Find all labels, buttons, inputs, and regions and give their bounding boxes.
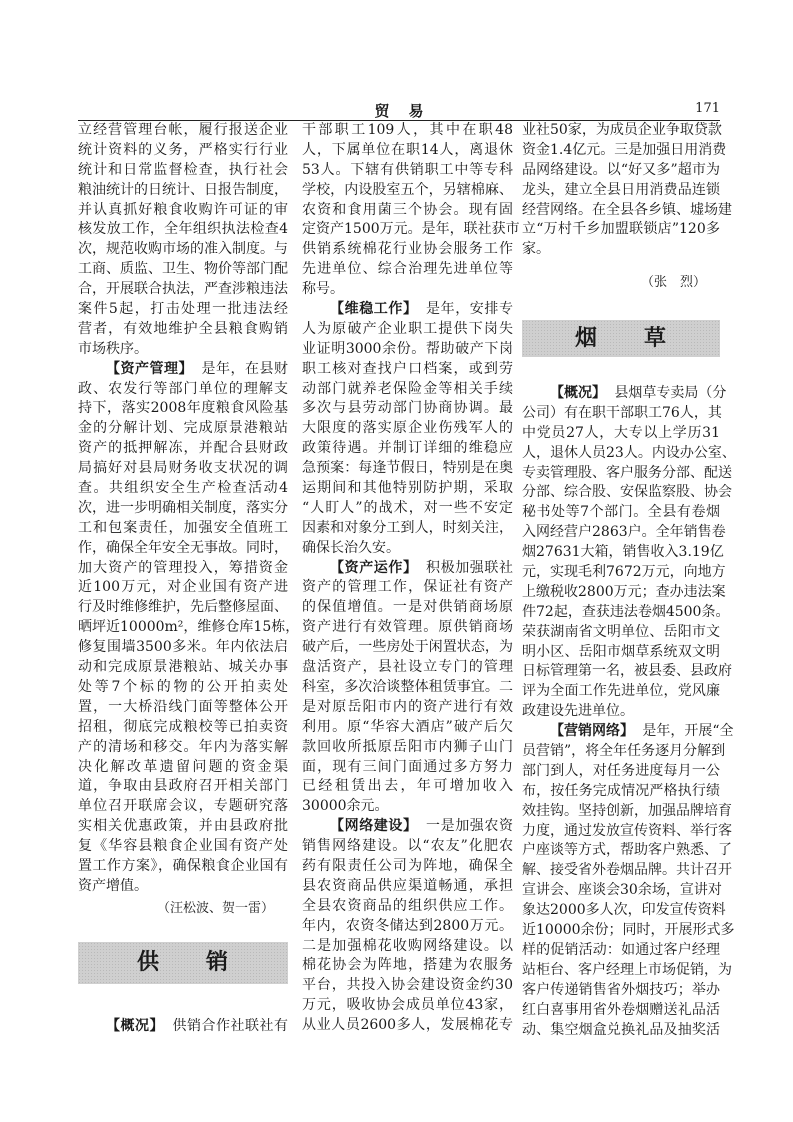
text-line <box>78 161 288 181</box>
text-line <box>522 424 720 444</box>
line-text: 盘活资产，县社设立专门的管理 <box>302 659 513 676</box>
line-text: 确保长治久安。 <box>302 539 400 556</box>
text-line <box>78 718 288 738</box>
text-line <box>522 464 732 484</box>
section-paragraph <box>522 384 736 722</box>
text-line <box>302 678 513 698</box>
line-text: 户座谈等方式，帮助客户熟悉、了 <box>522 842 732 859</box>
line-text: 是年，安排专 <box>426 301 514 318</box>
line-text: 人，下属单位在职14人，离退休 <box>302 141 513 158</box>
text-line <box>78 877 288 897</box>
line-text: 科室，多次洽谈整体租赁事宜。二 <box>302 678 513 695</box>
text-line <box>302 360 513 380</box>
line-text: 业社50家，为成员企业争取贷款 <box>522 122 722 138</box>
text-line <box>302 578 513 598</box>
line-text: 分部、综合股、安保监察股、协会 <box>522 484 732 501</box>
line-text: 供销系统棉花行业协会服务工作 <box>302 241 513 258</box>
text-line <box>302 877 513 897</box>
line-text: 案件5起，打击处理一批违法经 <box>78 301 288 318</box>
line-text: 行及时维修维护，先后整修屋面、 <box>78 599 288 616</box>
text-line <box>522 240 720 260</box>
text-line <box>302 280 513 300</box>
author-credit: （汪松波、贺一雷） <box>156 901 274 916</box>
line-text: 资产增值。 <box>78 877 148 894</box>
text-line <box>522 762 720 782</box>
section-paragraph <box>302 300 513 559</box>
line-text: 人，退休人员23人。内设办公室、 <box>522 444 736 461</box>
line-text: 县农资商品供应渠道畅通，承担 <box>302 877 513 894</box>
text-line <box>78 499 288 519</box>
text-line <box>78 539 288 559</box>
line-text: 查。共组织安全生产检查活动4 <box>78 480 288 497</box>
paragraph-heading: 【资产管理】 <box>106 360 194 377</box>
text-line <box>522 583 726 603</box>
line-text: 平台，共投入协会建设资金约30 <box>302 977 513 994</box>
text-line <box>78 459 288 479</box>
text-line <box>302 758 513 778</box>
text-line <box>302 459 513 479</box>
line-text: 修复围墙3500多米。年内依法启 <box>78 639 288 656</box>
section-paragraph <box>78 1017 288 1037</box>
text-line <box>302 559 513 579</box>
line-text: 销售网络建设。以“农友”化肥农 <box>302 838 513 855</box>
text-line <box>522 961 732 981</box>
text-line <box>522 483 732 503</box>
line-text: 政策待遇。并制订详细的维稳应 <box>302 440 513 457</box>
text-line <box>78 479 288 499</box>
line-text: 利用。原“华容大酒店”破产后欠 <box>302 718 513 735</box>
line-text: 处等7个标的物的公开拍卖处 <box>78 678 288 695</box>
text-line <box>78 598 288 618</box>
line-text: 全县农资商品的组织供应工作。 <box>302 897 513 914</box>
text-line <box>522 981 720 1001</box>
text-line <box>78 439 288 459</box>
line-text: 次，规范收购市场的准入制度。与 <box>78 241 288 258</box>
text-line <box>302 539 513 559</box>
line-text: 供销合作社联社有 <box>172 1018 289 1034</box>
text-line <box>522 201 732 221</box>
paragraph <box>302 121 520 300</box>
text-line <box>522 921 735 941</box>
line-text: 品网络建设。以“好又多”超市为 <box>522 161 720 178</box>
line-text: 粮油统计的日统计、日报告制度， <box>78 181 288 198</box>
text-line <box>78 758 288 778</box>
text-line <box>522 782 720 802</box>
line-text: 动、集空烟盒兑换礼品及抽奖活 <box>522 1021 720 1038</box>
text-line <box>302 777 513 797</box>
text-line <box>78 638 288 658</box>
line-text: 先进单位、综合治理先进单位等 <box>302 261 513 278</box>
line-text: 积极加强联社 <box>426 559 514 576</box>
paragraph-heading: 【维稳工作】 <box>330 301 418 318</box>
section-paragraph <box>302 817 513 1036</box>
line-text: 龙头，建立全县日用消费品连锁 <box>522 181 720 198</box>
line-text: 评为全面工作先进单位，党风廉 <box>522 683 720 700</box>
text-line <box>78 817 288 837</box>
line-text: 晒坪近10000m²，维修仓库15栋， <box>78 619 300 636</box>
line-text: 人为原破产企业职工提供下岗失 <box>302 320 513 337</box>
running-header-title: 贸 易 <box>374 102 426 120</box>
line-text: 合，开展联合执法，严查涉粮违法 <box>78 281 288 298</box>
line-text: 资产进行有效管理。原供销商场 <box>302 619 513 636</box>
line-text: 面，现有三间门面通过多方努力 <box>302 758 513 775</box>
text-line <box>522 161 720 181</box>
text-line <box>78 698 288 718</box>
text-line <box>302 220 520 240</box>
text-line <box>522 722 734 742</box>
text-line <box>78 340 288 360</box>
line-text: 工商、质监、卫生、物价等部门配 <box>78 261 288 278</box>
text-line <box>302 121 513 141</box>
line-text: 政建设先进单位。 <box>522 703 634 720</box>
text-line <box>302 618 513 638</box>
line-text: 持下，落实2008年度粮食风险基 <box>78 400 288 417</box>
paragraph <box>522 121 732 260</box>
text-line <box>78 121 288 141</box>
text-line <box>78 797 288 817</box>
paragraph <box>78 121 288 360</box>
line-text: 次，进一步明确相关制度，落实分 <box>78 499 288 516</box>
line-text: 棉花协会为阵地，搭建为农服务 <box>302 957 513 974</box>
text-column-3 <box>522 121 732 260</box>
line-text: 布，按任务完成情况严格执行绩 <box>522 782 720 799</box>
line-text: 称号。 <box>302 281 344 298</box>
line-text: 的保值增值。一是对供销商场原 <box>302 599 513 616</box>
line-text: 招租，彻底完成粮校等已拍卖资 <box>78 718 288 735</box>
text-line <box>522 742 726 762</box>
text-column-2 <box>302 121 520 1036</box>
line-text: 农资和食用菌三个协会。现有固 <box>302 201 513 218</box>
text-line <box>522 1001 720 1021</box>
text-line <box>78 618 300 638</box>
text-line <box>78 300 288 320</box>
text-line <box>78 738 288 758</box>
line-text: 并认真抓好粮食收购许可证的审 <box>78 201 288 218</box>
text-line <box>78 519 288 539</box>
line-text: 工和包案责任，加强安全值班工 <box>78 519 288 536</box>
section-paragraph <box>522 722 735 1040</box>
text-line <box>522 841 732 861</box>
line-text: 已经租赁出去，年可增加收入 <box>302 778 513 795</box>
text-line <box>522 901 726 921</box>
line-text: 象达2000多人次，印发宣传资料 <box>522 902 726 919</box>
text-line <box>302 817 513 837</box>
text-line <box>522 141 727 161</box>
line-text: 干部职工109人，其中在职48 <box>302 122 513 138</box>
line-text: 明小区、岳阳市烟草系统双文明 <box>522 643 720 660</box>
text-line <box>522 503 720 523</box>
line-text: 定资产1500万元。是年，联社获市 <box>302 221 520 238</box>
text-line <box>522 563 726 583</box>
text-line <box>302 837 513 857</box>
line-text: 是年，在县财 <box>201 360 289 377</box>
line-text: 日标管理第一名，被县委、县政府 <box>522 663 732 680</box>
text-line <box>302 300 513 320</box>
section-title-banner: 供 销 <box>78 942 288 984</box>
text-column-3-continued <box>522 384 736 1040</box>
line-text: 复《华容县粮食企业国有资产处 <box>78 838 288 855</box>
text-line <box>522 181 720 201</box>
text-line <box>302 996 513 1016</box>
line-text: 作，确保全年安全无事故。同时， <box>78 539 288 556</box>
line-text: 药有限责任公司为阵地，确保全 <box>302 857 513 874</box>
text-line <box>302 658 513 678</box>
line-text: 急预案：每逢节假日，特别是在奥 <box>302 460 513 477</box>
section-paragraph <box>78 360 300 897</box>
text-line <box>78 777 288 797</box>
text-line <box>78 320 288 340</box>
line-text: 统计和日常监督检查，执行社会 <box>78 161 288 178</box>
text-line <box>78 658 288 678</box>
text-line <box>522 802 732 822</box>
text-line <box>522 404 720 424</box>
line-text: 员营销”，将全年任务逐月分解到 <box>522 743 726 760</box>
text-line <box>302 598 513 618</box>
text-line <box>78 857 288 877</box>
line-text: 多次与县劳动部门协商协调。最 <box>302 400 513 417</box>
line-text: 年内，农资冬储达到2800万元。 <box>302 917 513 934</box>
paragraph-heading: 【网络建设】 <box>330 818 418 835</box>
line-text: 是年，开展“全 <box>642 723 734 740</box>
line-text: 资产的抵押解冻，并配合县财政 <box>78 440 288 457</box>
text-line <box>78 419 288 439</box>
text-line <box>78 399 288 419</box>
text-line <box>522 603 730 623</box>
line-text: 动部门就养老保险金等相关手续 <box>302 380 513 397</box>
text-line <box>522 444 736 464</box>
text-line <box>522 662 732 682</box>
line-text: 资金1.4亿元。三是加强日用消费 <box>522 141 727 158</box>
line-text: 运期间和其他特别防护期，采取 <box>302 480 513 497</box>
line-text: 道，争取由县政府召开相关部门 <box>78 778 288 795</box>
text-line <box>78 280 288 300</box>
text-line <box>302 181 513 201</box>
line-text: 政、农发行等部门单位的理解支 <box>78 380 288 397</box>
text-line <box>522 682 720 702</box>
line-text: 二是加强棉花收购网络建设。以 <box>302 937 513 954</box>
line-text: 金的分解计划、完成原景港粮站 <box>78 420 288 437</box>
text-line <box>522 121 720 141</box>
text-line <box>522 822 732 842</box>
line-text: 站柜台、客户经理上市场促销，为 <box>522 961 732 978</box>
paragraph-heading: 【概况】 <box>550 385 606 401</box>
text-line <box>78 260 288 280</box>
text-line <box>522 881 720 901</box>
text-line <box>302 519 513 539</box>
text-line <box>302 718 513 738</box>
line-text: 破产后，一些房处于闲置状态，为 <box>302 639 513 656</box>
text-line <box>78 220 288 240</box>
text-line <box>302 380 513 400</box>
text-line <box>302 897 513 917</box>
text-line <box>522 1021 720 1041</box>
line-text: 一是加强农资 <box>426 818 514 835</box>
text-line <box>78 837 288 857</box>
line-text: 力度，通过发放宣传资料、举行客 <box>522 822 732 839</box>
line-text: 因素和对象分工到人，时刻关注， <box>302 519 513 536</box>
text-line <box>522 702 720 722</box>
text-line <box>302 698 513 718</box>
page-number: 171 <box>695 101 720 116</box>
line-text: 红白喜事用省外卷烟赠送礼品活 <box>522 1001 720 1018</box>
text-line <box>302 439 513 459</box>
line-text: 家。 <box>522 241 550 258</box>
text-line <box>302 638 513 658</box>
text-line <box>78 360 288 380</box>
text-line <box>302 937 513 957</box>
text-line <box>302 738 513 758</box>
text-line <box>522 220 720 240</box>
text-line <box>302 857 513 877</box>
text-line <box>302 340 513 360</box>
text-line <box>78 1017 288 1037</box>
paragraph-heading: 【营销网络】 <box>550 723 634 740</box>
line-text: 立“万村千乡加盟联锁店”120多 <box>522 221 720 238</box>
line-text: 县烟草专卖局（分 <box>614 385 727 401</box>
line-text: “人盯人”的战术，对一些不安定 <box>302 499 513 516</box>
text-line <box>302 479 513 499</box>
text-line <box>78 201 288 221</box>
text-line <box>522 543 724 563</box>
line-text: 上缴税收2800万元；查办违法案 <box>522 583 726 600</box>
line-text: 置工作方案》，确保粮食企业国有 <box>78 857 288 874</box>
line-text: 件72起，查获违法卷烟4500条。 <box>522 603 730 620</box>
line-text: 大限度的落实原企业伤残军人的 <box>302 420 513 437</box>
text-line <box>78 141 288 161</box>
author-credit: （张 烈） <box>640 275 706 290</box>
line-text: 近10000余份；同时，开展形式多 <box>522 922 735 939</box>
line-text: 实相关优惠政策，并由县政府批 <box>78 818 288 835</box>
text-line <box>302 1016 513 1036</box>
line-text: 经营网络。在全县各乡镇、墟场建 <box>522 201 732 218</box>
line-text: 秘书处等7个部门。全县有卷烟 <box>522 504 720 521</box>
line-text: 置，一大桥沿线门面等整体公开 <box>78 698 288 715</box>
text-line <box>522 941 720 961</box>
line-text: 样的促销活动：如通过客户经理 <box>522 941 720 958</box>
text-line <box>302 797 513 817</box>
text-line <box>522 623 720 643</box>
text-line <box>78 181 288 201</box>
text-line <box>302 141 513 161</box>
text-line <box>302 260 513 280</box>
line-text: 入网经营户2863户。全年销售卷 <box>522 524 726 541</box>
text-line <box>302 499 513 519</box>
line-text: 效挂钩。坚持创新，加强品牌培育 <box>522 802 732 819</box>
text-line <box>302 976 513 996</box>
line-text: 从业人员2600多人，发展棉花专 <box>302 1017 513 1034</box>
line-text: 局搞好对县局财务收支状况的调 <box>78 460 288 477</box>
line-text: 客户传递销售省外烟技巧；举办 <box>522 981 720 998</box>
line-text: 营者，有效地维护全县粮食购销 <box>78 320 288 337</box>
line-text: 部门到人，对任务进度每月一公 <box>522 762 720 779</box>
line-text: 公司）有在职干部职工76人，其 <box>522 404 722 421</box>
line-text: 元，实现毛利7672万元，向地方 <box>522 564 726 581</box>
text-line <box>78 240 288 260</box>
line-text: 是对原岳阳市内的资产进行有效 <box>302 698 513 715</box>
paragraph-heading: 【概况】 <box>106 1018 165 1034</box>
paragraph-heading: 【资产运作】 <box>330 559 418 576</box>
text-line <box>78 578 288 598</box>
section-title-banner: 烟 草 <box>522 320 720 357</box>
text-line <box>302 956 513 976</box>
text-line <box>78 559 288 579</box>
line-text: 30000余元。 <box>302 798 389 815</box>
line-text: 万元，吸收协会成员单位43家， <box>302 997 513 1014</box>
text-line <box>302 240 513 260</box>
line-text: 解、接受省外卷烟品牌。共计召开 <box>522 862 732 879</box>
text-line <box>302 320 513 340</box>
text-column-1-continued <box>78 1017 288 1037</box>
line-text: 中党员27人，大专以上学历31 <box>522 424 720 441</box>
line-text: 近100万元，对企业国有资产进 <box>78 579 288 596</box>
text-line <box>522 861 732 881</box>
line-text: 宣讲会、座谈会30余场，宣讲对 <box>522 882 722 899</box>
text-line <box>302 161 513 181</box>
line-text: 学校，内设股室五个，另辖棉麻、 <box>302 181 513 198</box>
line-text: 核发放工作，全年组织执法检查4 <box>78 221 288 238</box>
line-text: 立经营管理台帐，履行报送企业 <box>78 122 288 138</box>
text-line <box>302 419 513 439</box>
text-line <box>302 201 513 221</box>
line-text: 市场秩序。 <box>78 340 148 357</box>
text-line <box>78 678 288 698</box>
line-text: 烟27631大箱，销售收入3.19亿 <box>522 544 724 561</box>
text-line <box>78 380 288 400</box>
line-text: 款回收所抵原岳阳市内狮子山门 <box>302 738 513 755</box>
text-line <box>522 523 726 543</box>
line-text: 决化解改革遗留问题的资金渠 <box>78 758 288 775</box>
line-text: 职工核对查找户口档案，或到劳 <box>302 360 513 377</box>
text-line <box>302 917 513 937</box>
line-text: 加大资产的管理投入，筹措资金 <box>78 559 288 576</box>
text-line <box>302 399 513 419</box>
line-text: 业证明3000余份。帮助破产下岗 <box>302 340 513 357</box>
line-text: 动和完成原景港粮站、城关办事 <box>78 659 288 676</box>
text-line <box>522 643 720 663</box>
line-text: 产的清场和移交。年内为落实解 <box>78 738 288 755</box>
text-line <box>522 384 727 404</box>
line-text: 资产的管理工作，保证社有资产 <box>302 579 513 596</box>
line-text: 荣获湖南省文明单位、岳阳市文 <box>522 623 720 640</box>
line-text: 统计资料的义务，严格实行行业 <box>78 141 288 158</box>
line-text: 53人。下辖有供销职工中等专科 <box>302 161 513 178</box>
section-paragraph <box>302 559 513 818</box>
line-text: 单位召开联席会议，专题研究落 <box>78 798 288 815</box>
line-text: 专卖管理股、客户服务分部、配送 <box>522 464 732 481</box>
text-column-1 <box>78 121 300 897</box>
